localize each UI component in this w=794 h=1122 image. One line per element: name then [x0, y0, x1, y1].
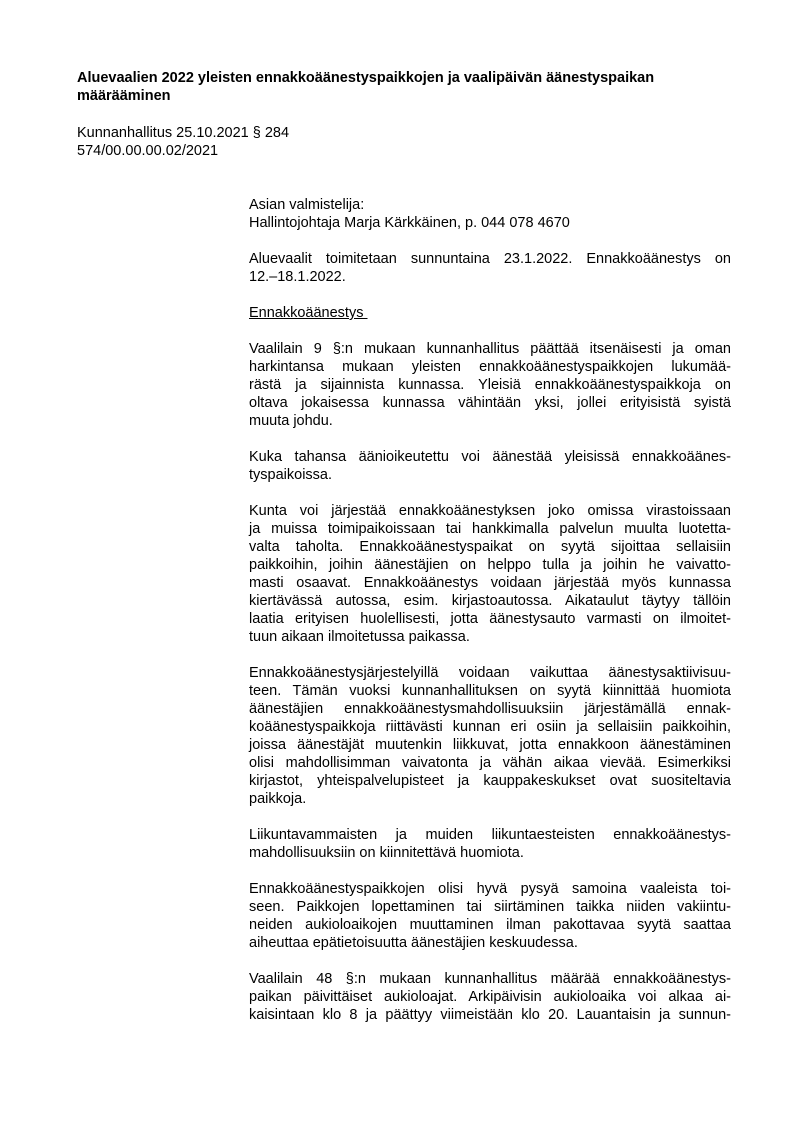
preparer-person: Hallintojohtaja Marja Kärkkäinen, p. 044 078 4670 [249, 215, 570, 231]
paragraph-line: Ennakkoäänestyspaikkojen olisi hyvä pysyä samoina vaaleista toi- [249, 881, 731, 897]
paragraph-line: muuta johdu. [249, 413, 333, 429]
paragraph-line: Ennakkoäänestysjärjestelyillä voidaan vaikuttaa äänestysaktiivisuu- [249, 665, 731, 681]
preparer-block [249, 196, 731, 232]
paragraph-line: äänestäjien ennakkoäänestysmahdollisuuksiin järjestämällä ennak- [249, 701, 731, 717]
paragraph-line: tuun aikaan ilmoitetussa paikassa. [249, 629, 470, 645]
paragraph-line: laatia erityisen huolellisesti, jotta äänestysauto varmasti on ilmoitet- [249, 611, 731, 627]
paragraph-line: tyspaikoissa. [249, 467, 333, 483]
paragraph-line: Vaalilain 48 §:n mukaan kunnanhallitus määrää ennakkoäänestys- [249, 971, 731, 987]
paragraph-line: paikkoja. [249, 791, 307, 807]
paragraph-line: ja muissa toimipaikoissaan tai hankkimalla palvelun muulta luotetta- [249, 521, 731, 537]
paragraph [249, 826, 731, 862]
paragraph [249, 880, 731, 952]
paragraph-line: aiheuttaa epätietoisuutta äänestäjien keskuudessa. [249, 935, 578, 951]
paragraph-line: koäänestyspaikkoja riittävästi kunnan eri osiin ja sellaisiin paikkoihin, [249, 719, 731, 735]
paragraph-line: teen. Tämän vuoksi kunnanhallituksen on syytä kiinnittää huomiota [249, 683, 731, 699]
paragraph-line: kaisintaan klo 8 ja päättyy viimeistään klo 20. Lauantaisin ja sunnun- [249, 1007, 731, 1023]
paragraph-line: neiden aukioloaikojen muuttaminen ilman pakottavaa syytä saattaa [249, 917, 731, 933]
paragraph-line: valta taholta. Ennakkoäänestyspaikat on syytä sijoittaa sellaisiin [249, 539, 731, 555]
paragraph-line: kirjastot, yhteispalvelupisteet ja kauppakeskukset ovat suositeltavia [249, 773, 731, 789]
meeting-meta [77, 124, 289, 160]
paragraph-line: Aluevaalit toimitetaan sunnuntaina 23.1.2022. Ennakkoäänestys on [249, 251, 731, 267]
paragraph-line: Kuka tahansa äänioikeutettu voi äänestää yleisissä ennakkoäänes- [249, 449, 731, 465]
paragraph-line: Liikuntavammaisten ja muiden liikuntaesteisten ennakkoäänestys- [249, 827, 731, 843]
paragraph [249, 340, 731, 430]
paragraph [249, 250, 731, 286]
paragraph-line: Kunta voi järjestää ennakkoäänestyksen joko omissa virastoissaan [249, 503, 731, 519]
preparer-label: Asian valmistelija: [249, 197, 365, 213]
paragraph-line: 12.–18.1.2022. [249, 269, 346, 285]
paragraph-line: paikkoihin, joihin äänestäjien on helppo tulla ja joihin he vaivatto- [249, 557, 731, 573]
title-line: määrääminen [77, 88, 171, 104]
paragraph-line: paikan päivittäiset aukioloajat. Arkipäivisin aukioloaika voi alkaa ai- [249, 989, 731, 1005]
paragraph [249, 970, 731, 1024]
paragraph-line: Vaalilain 9 §:n mukaan kunnanhallitus päättää itsenäisesti ja oman [249, 341, 731, 357]
document-body [249, 196, 731, 1042]
paragraph-line: seen. Paikkojen lopettaminen tai siirtäminen taikka niiden vakiintu- [249, 899, 731, 915]
record-number: 574/00.00.00.02/2021 [77, 143, 219, 159]
paragraph-line: mahdollisuuksiin on kiinnitettävä huomiota. [249, 845, 524, 861]
title-line: Aluevaalien 2022 yleisten ennakkoäänestyspaikkojen ja vaalipäivän äänestyspaikan [77, 70, 655, 86]
paragraph [249, 448, 731, 484]
paragraph-line: oltava jokaisessa kunnassa vähintään yksi, jollei erityisistä syistä [249, 395, 731, 411]
section-heading [249, 304, 731, 322]
paragraph-line: harkintansa mukaan yleisten ennakkoäänestyspaikkojen lukumää- [249, 359, 731, 375]
section-heading-text: Ennakkoäänestys [249, 305, 368, 321]
meeting-reference: Kunnanhallitus 25.10.2021 § 284 [77, 125, 290, 141]
paragraph-line: joissa äänestäjät muutenkin liikkuvat, jotta ennakkoon äänestäminen [249, 737, 731, 753]
paragraph [249, 664, 731, 808]
document-title [77, 69, 757, 105]
paragraph-line: kiertävässä autossa, esim. kirjastoautossa. Aikataulut täytyy tällöin [249, 593, 731, 609]
paragraph [249, 502, 731, 646]
paragraph-line: rästä ja sijainnista kunnassa. Yleisiä ennakkoäänestyspaikkoja on [249, 377, 731, 393]
paragraph-line: masti osaavat. Ennakkoäänestys voidaan järjestää myös kunnassa [249, 575, 731, 591]
paragraph-line: olisi mahdollisimman vaivatonta ja vähän aikaa vievää. Esimerkiksi [249, 755, 731, 771]
